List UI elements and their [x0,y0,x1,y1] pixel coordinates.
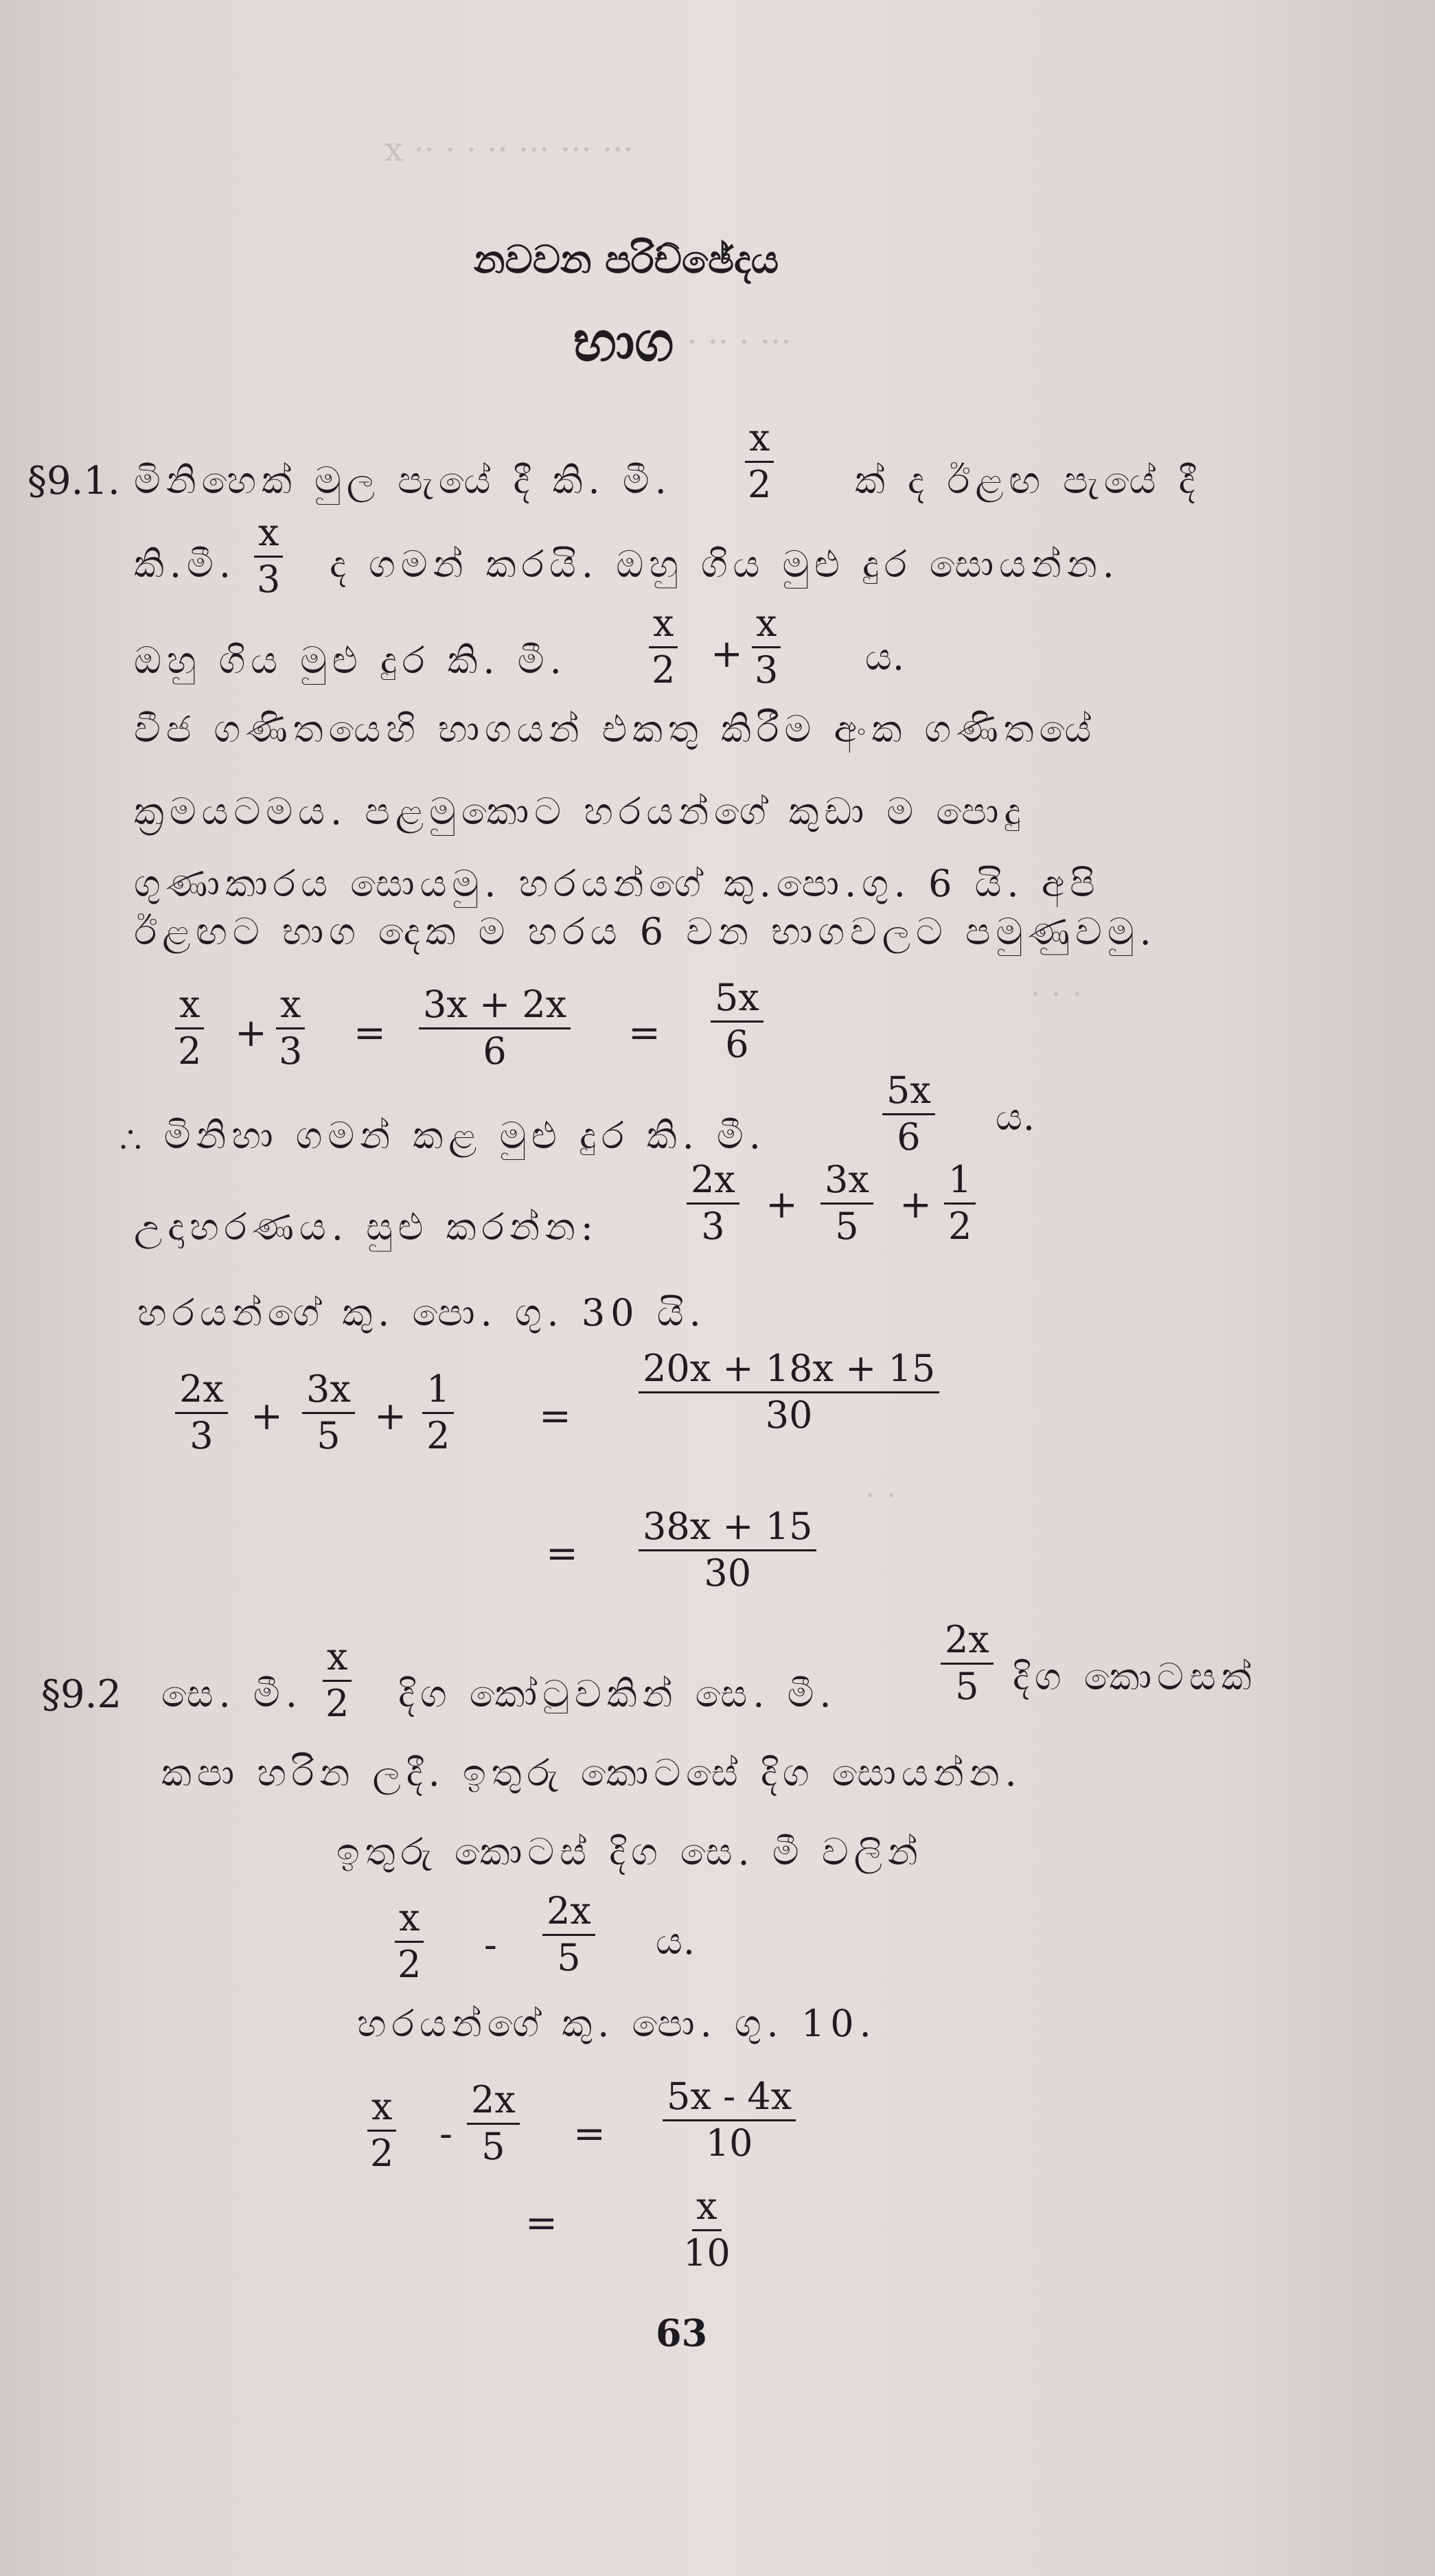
denominator: 6 [483,1029,507,1073]
denominator: 2 [178,1029,202,1073]
result-text: ය. [996,1095,1035,1139]
denominator: 2 [325,1681,349,1725]
lcm-text: හරයන්ගේ කු. පො. ගු. 30 යි. [137,1291,707,1334]
denominator: 3 [257,557,281,601]
fraction [467,2078,520,2168]
equals-sign: = [539,1394,571,1439]
fraction [422,1367,454,1457]
denominator: 5 [835,1204,859,1248]
plus-sign: + [251,1394,283,1439]
denominator: 2 [426,1413,450,1457]
numerator: 20x + 18x + 15 [639,1349,939,1393]
fraction [882,1069,935,1159]
section-number-9-2: §9.2 [41,1672,122,1717]
fraction [367,2085,396,2175]
denominator: 10 [683,2231,731,2275]
denominator: 10 [705,2121,753,2165]
problem-text: දිග කොටසක් [1013,1655,1257,1698]
page-number: 63 [656,2311,708,2355]
problem-text: කපා හරින ලදී. ඉතුරු කොටසේ දිග සොයන්න. [161,1751,1022,1794]
fraction [639,1507,816,1593]
example-label: උදාහරණය. සුළු කරන්න: [134,1205,599,1249]
problem-text: ද ගමන් කරයි. ඔහු ගිය මුළු දුර සොයන්න. [330,543,1120,586]
numerator: 38x + 15 [639,1507,816,1551]
minus-sign: - [439,2112,452,2156]
numerator: 2x [467,2081,520,2125]
bleed-through: · · · [1030,975,1083,1014]
fraction [944,1158,976,1248]
denominator: 3 [755,648,779,692]
plus-sign: + [235,1011,267,1056]
denominator: 5 [557,1935,581,1979]
fraction [395,1896,424,1986]
plus-sign: + [899,1183,932,1227]
chapter-title: භාග [573,309,674,374]
problem-text: ක් ද ඊළඟ පැයේ දී [855,459,1201,502]
fraction [820,1158,873,1248]
chapter-heading: නවවන පරිච්ඡේදය [474,237,779,282]
numerator: x [367,2088,396,2132]
fraction [302,1367,355,1457]
fraction [254,511,283,601]
numerator: 2x [175,1370,228,1414]
numerator: 3x [820,1161,873,1205]
minus-sign: - [484,1923,497,1968]
problem-text: කි.මී. [134,543,237,586]
numerator: 2x [687,1161,739,1205]
numerator: x [752,604,781,648]
equals-sign: = [546,1531,578,1576]
fraction [941,1618,994,1708]
plus-sign: + [711,632,743,676]
paragraph-line: වීජ ගණිතයෙහි භාගයන් එකතු කිරීම අංක ගණිතයේ [134,707,1097,751]
numerator: 1 [944,1161,976,1205]
denominator: 2 [652,648,676,692]
numerator: x [323,1638,352,1682]
fraction [542,1889,595,1979]
fraction [175,985,204,1071]
numerator: x [692,2187,721,2231]
numerator: x [395,1899,424,1943]
fraction [745,416,774,506]
paragraph-line: ක්‍රමයටමය. පළමුකොට හරයන්ගේ කුඩා ම පොදු [134,790,1026,833]
denominator: 30 [765,1393,813,1437]
paragraph-line: ඊළඟට භාග දෙක ම හරය 6 වන භාගවලට පමුණුවමු. [134,910,1157,953]
problem-text: මිනිහෙක් මුල පැයේ දී කි. මී. [134,459,672,502]
fraction [276,985,305,1071]
numerator: x [175,985,204,1029]
equals-sign: = [573,2112,606,2156]
fraction [649,602,678,692]
denominator: 2 [948,1204,972,1248]
fraction [175,1367,228,1457]
fraction [683,2185,731,2275]
problem-text: සෙ. මී. [161,1672,303,1716]
problem-text: ය. [656,1919,696,1963]
fraction [639,1349,939,1435]
plus-sign: + [766,1183,798,1227]
denominator: 3 [190,1413,214,1457]
denominator: 2 [398,1942,422,1986]
denominator: 6 [897,1115,921,1159]
lcm-text: හරයන්ගේ කු. පො. ගු. 10. [357,2002,877,2045]
numerator: 1 [422,1370,454,1414]
numerator: 3x + 2x [419,985,571,1029]
fraction [711,976,764,1066]
paragraph-line: ගුණාකාරය සොයමු. හරයන්ගේ කු.පො.ගු. 6 යි. අපි [134,862,1101,905]
numerator: x [649,604,678,648]
fraction [752,602,781,692]
numerator: x [276,985,305,1029]
fraction [687,1158,739,1248]
problem-text: දිග කෝටුවකින් සෙ. මී. [398,1672,837,1716]
numerator: 3x [302,1370,355,1414]
problem-text: ය. [865,635,905,679]
numerator: x [745,419,774,463]
numerator: 5x [882,1071,935,1115]
problem-text: ඉතුරු කොටස් දිග සෙ. මී වලින් [336,1830,923,1873]
denominator: 5 [955,1664,979,1708]
equals-sign: = [628,1011,661,1056]
bleed-through: · ·· · ··· [687,323,792,361]
denominator: 6 [725,1022,749,1066]
denominator: 2 [370,2131,394,2175]
denominator: 3 [701,1204,725,1248]
numerator: 2x [542,1892,595,1936]
plus-sign: + [374,1394,406,1439]
fraction [663,2077,796,2163]
equals-sign: = [525,2201,558,2246]
denominator: 2 [748,462,772,506]
bleed-through: x ·· · · ·· ··· ··· ··· [384,130,634,169]
denominator: 5 [481,2124,505,2168]
numerator: 2x [941,1621,994,1665]
numerator: x [254,514,283,558]
problem-text: ඔහු ගිය මුළු දුර කි. මී. [134,639,567,682]
denominator: 30 [704,1551,752,1595]
numerator: 5x - 4x [663,2077,796,2121]
fraction [323,1635,352,1725]
bleed-through: · · [865,1477,897,1515]
fraction [419,985,571,1071]
result-text: ∴ මිනිහා ගමන් කළ මුළු දුර කි. මී. [120,1114,766,1157]
section-number-9-1: §9.1. [27,459,120,503]
denominator: 3 [279,1029,303,1073]
denominator: 5 [317,1413,341,1457]
equals-sign: = [354,1011,386,1056]
numerator: 5x [711,979,764,1023]
